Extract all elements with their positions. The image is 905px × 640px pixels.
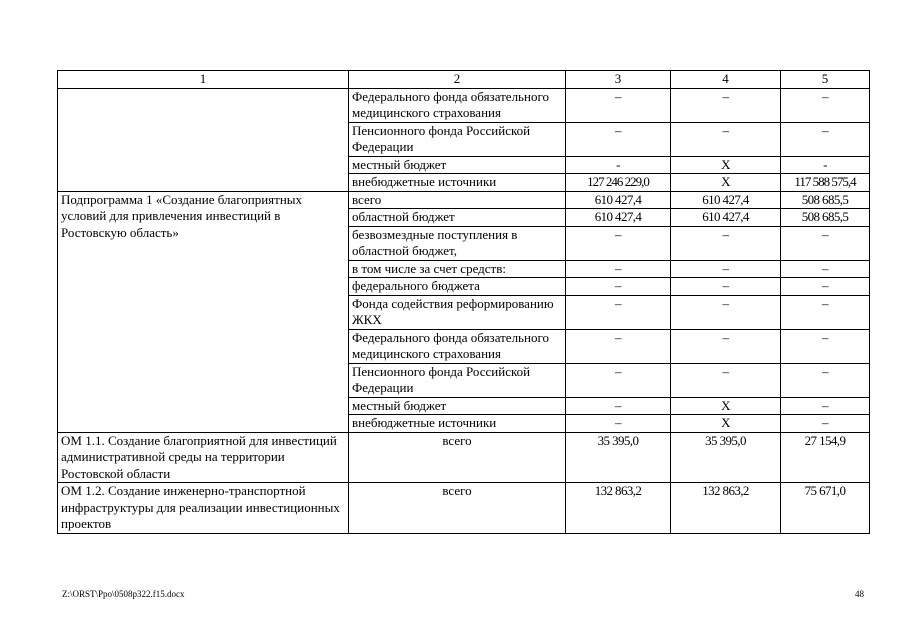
- source-label: всего: [349, 483, 566, 534]
- source-label: Федерального фонда обязательного медицинского страхования: [349, 88, 566, 122]
- table-row: [58, 483, 870, 534]
- source-label: федерального бюджета: [349, 278, 566, 296]
- source-label: всего: [349, 191, 566, 209]
- source-label: Пенсионного фонда Российской Федерации: [349, 122, 566, 156]
- value-cell: 75 671,0: [781, 483, 870, 534]
- value-cell: Х: [671, 397, 781, 415]
- value-cell: 127 246 229,0: [566, 174, 671, 192]
- value-cell: –: [781, 397, 870, 415]
- header-cell: 4: [671, 71, 781, 89]
- value-cell: –: [671, 329, 781, 363]
- value-cell: –: [566, 363, 671, 397]
- value-cell: –: [566, 278, 671, 296]
- value-cell: –: [781, 329, 870, 363]
- value-cell: –: [671, 278, 781, 296]
- value-cell: –: [566, 260, 671, 278]
- source-label: Фонда содействия реформированию ЖКХ: [349, 295, 566, 329]
- source-label: местный бюджет: [349, 397, 566, 415]
- value-cell: 35 395,0: [566, 432, 671, 483]
- value-cell: –: [566, 88, 671, 122]
- value-cell: –: [671, 226, 781, 260]
- header-row: [58, 71, 870, 89]
- value-cell: –: [781, 295, 870, 329]
- activity-title: ОМ 1.1. Создание благоприятной для инвестиций административной среды на территории Ростовской области: [58, 432, 349, 483]
- source-label: внебюджетные источники: [349, 415, 566, 433]
- subprogram-title: Подпрограмма 1 «Создание благоприятных условий для привлечения инвестиций в Ростовскую область»: [58, 191, 349, 432]
- source-label: в том числе за счет средств:: [349, 260, 566, 278]
- budget-table: [57, 70, 870, 534]
- source-label: всего: [349, 432, 566, 483]
- value-cell: –: [566, 329, 671, 363]
- source-label: Пенсионного фонда Российской Федерации: [349, 363, 566, 397]
- value-cell: 610 427,4: [671, 209, 781, 227]
- value-cell: –: [671, 122, 781, 156]
- activity-title: ОМ 1.2. Создание инженерно-транспортной инфраструктуры для реализации инвестиционных проектов: [58, 483, 349, 534]
- value-cell: 610 427,4: [566, 191, 671, 209]
- value-cell: –: [566, 295, 671, 329]
- value-cell: -: [781, 156, 870, 174]
- value-cell: 508 685,5: [781, 191, 870, 209]
- value-cell: Х: [671, 156, 781, 174]
- source-label: местный бюджет: [349, 156, 566, 174]
- value-cell: –: [566, 415, 671, 433]
- value-cell: 117 588 575,4: [781, 174, 870, 192]
- source-label: безвозмездные поступления в областной бюджет,: [349, 226, 566, 260]
- value-cell: 27 154,9: [781, 432, 870, 483]
- value-cell: –: [566, 397, 671, 415]
- source-label: областной бюджет: [349, 209, 566, 227]
- value-cell: –: [781, 88, 870, 122]
- value-cell: Х: [671, 415, 781, 433]
- value-cell: –: [781, 260, 870, 278]
- header-cell: 5: [781, 71, 870, 89]
- value-cell: 132 863,2: [671, 483, 781, 534]
- value-cell: –: [781, 278, 870, 296]
- value-cell: 132 863,2: [566, 483, 671, 534]
- value-cell: –: [671, 88, 781, 122]
- value-cell: 610 427,4: [671, 191, 781, 209]
- value-cell: –: [781, 122, 870, 156]
- value-cell: 508 685,5: [781, 209, 870, 227]
- empty-cell: [58, 88, 349, 191]
- header-cell: 1: [58, 71, 349, 89]
- value-cell: –: [566, 122, 671, 156]
- file-path: Z:\ORST\Ppo\0508p322.f15.docx: [62, 589, 185, 599]
- value-cell: –: [566, 226, 671, 260]
- source-label: внебюджетные источники: [349, 174, 566, 192]
- page-number: 48: [855, 589, 864, 599]
- source-label: Федерального фонда обязательного медицинского страхования: [349, 329, 566, 363]
- value-cell: 35 395,0: [671, 432, 781, 483]
- value-cell: –: [781, 415, 870, 433]
- table-row: [58, 432, 870, 483]
- header-cell: 2: [349, 71, 566, 89]
- value-cell: -: [566, 156, 671, 174]
- value-cell: –: [671, 363, 781, 397]
- value-cell: Х: [671, 174, 781, 192]
- value-cell: 610 427,4: [566, 209, 671, 227]
- value-cell: –: [781, 363, 870, 397]
- table-row: [58, 88, 870, 122]
- header-cell: 3: [566, 71, 671, 89]
- table-row: [58, 191, 870, 209]
- value-cell: –: [671, 260, 781, 278]
- value-cell: –: [671, 295, 781, 329]
- value-cell: –: [781, 226, 870, 260]
